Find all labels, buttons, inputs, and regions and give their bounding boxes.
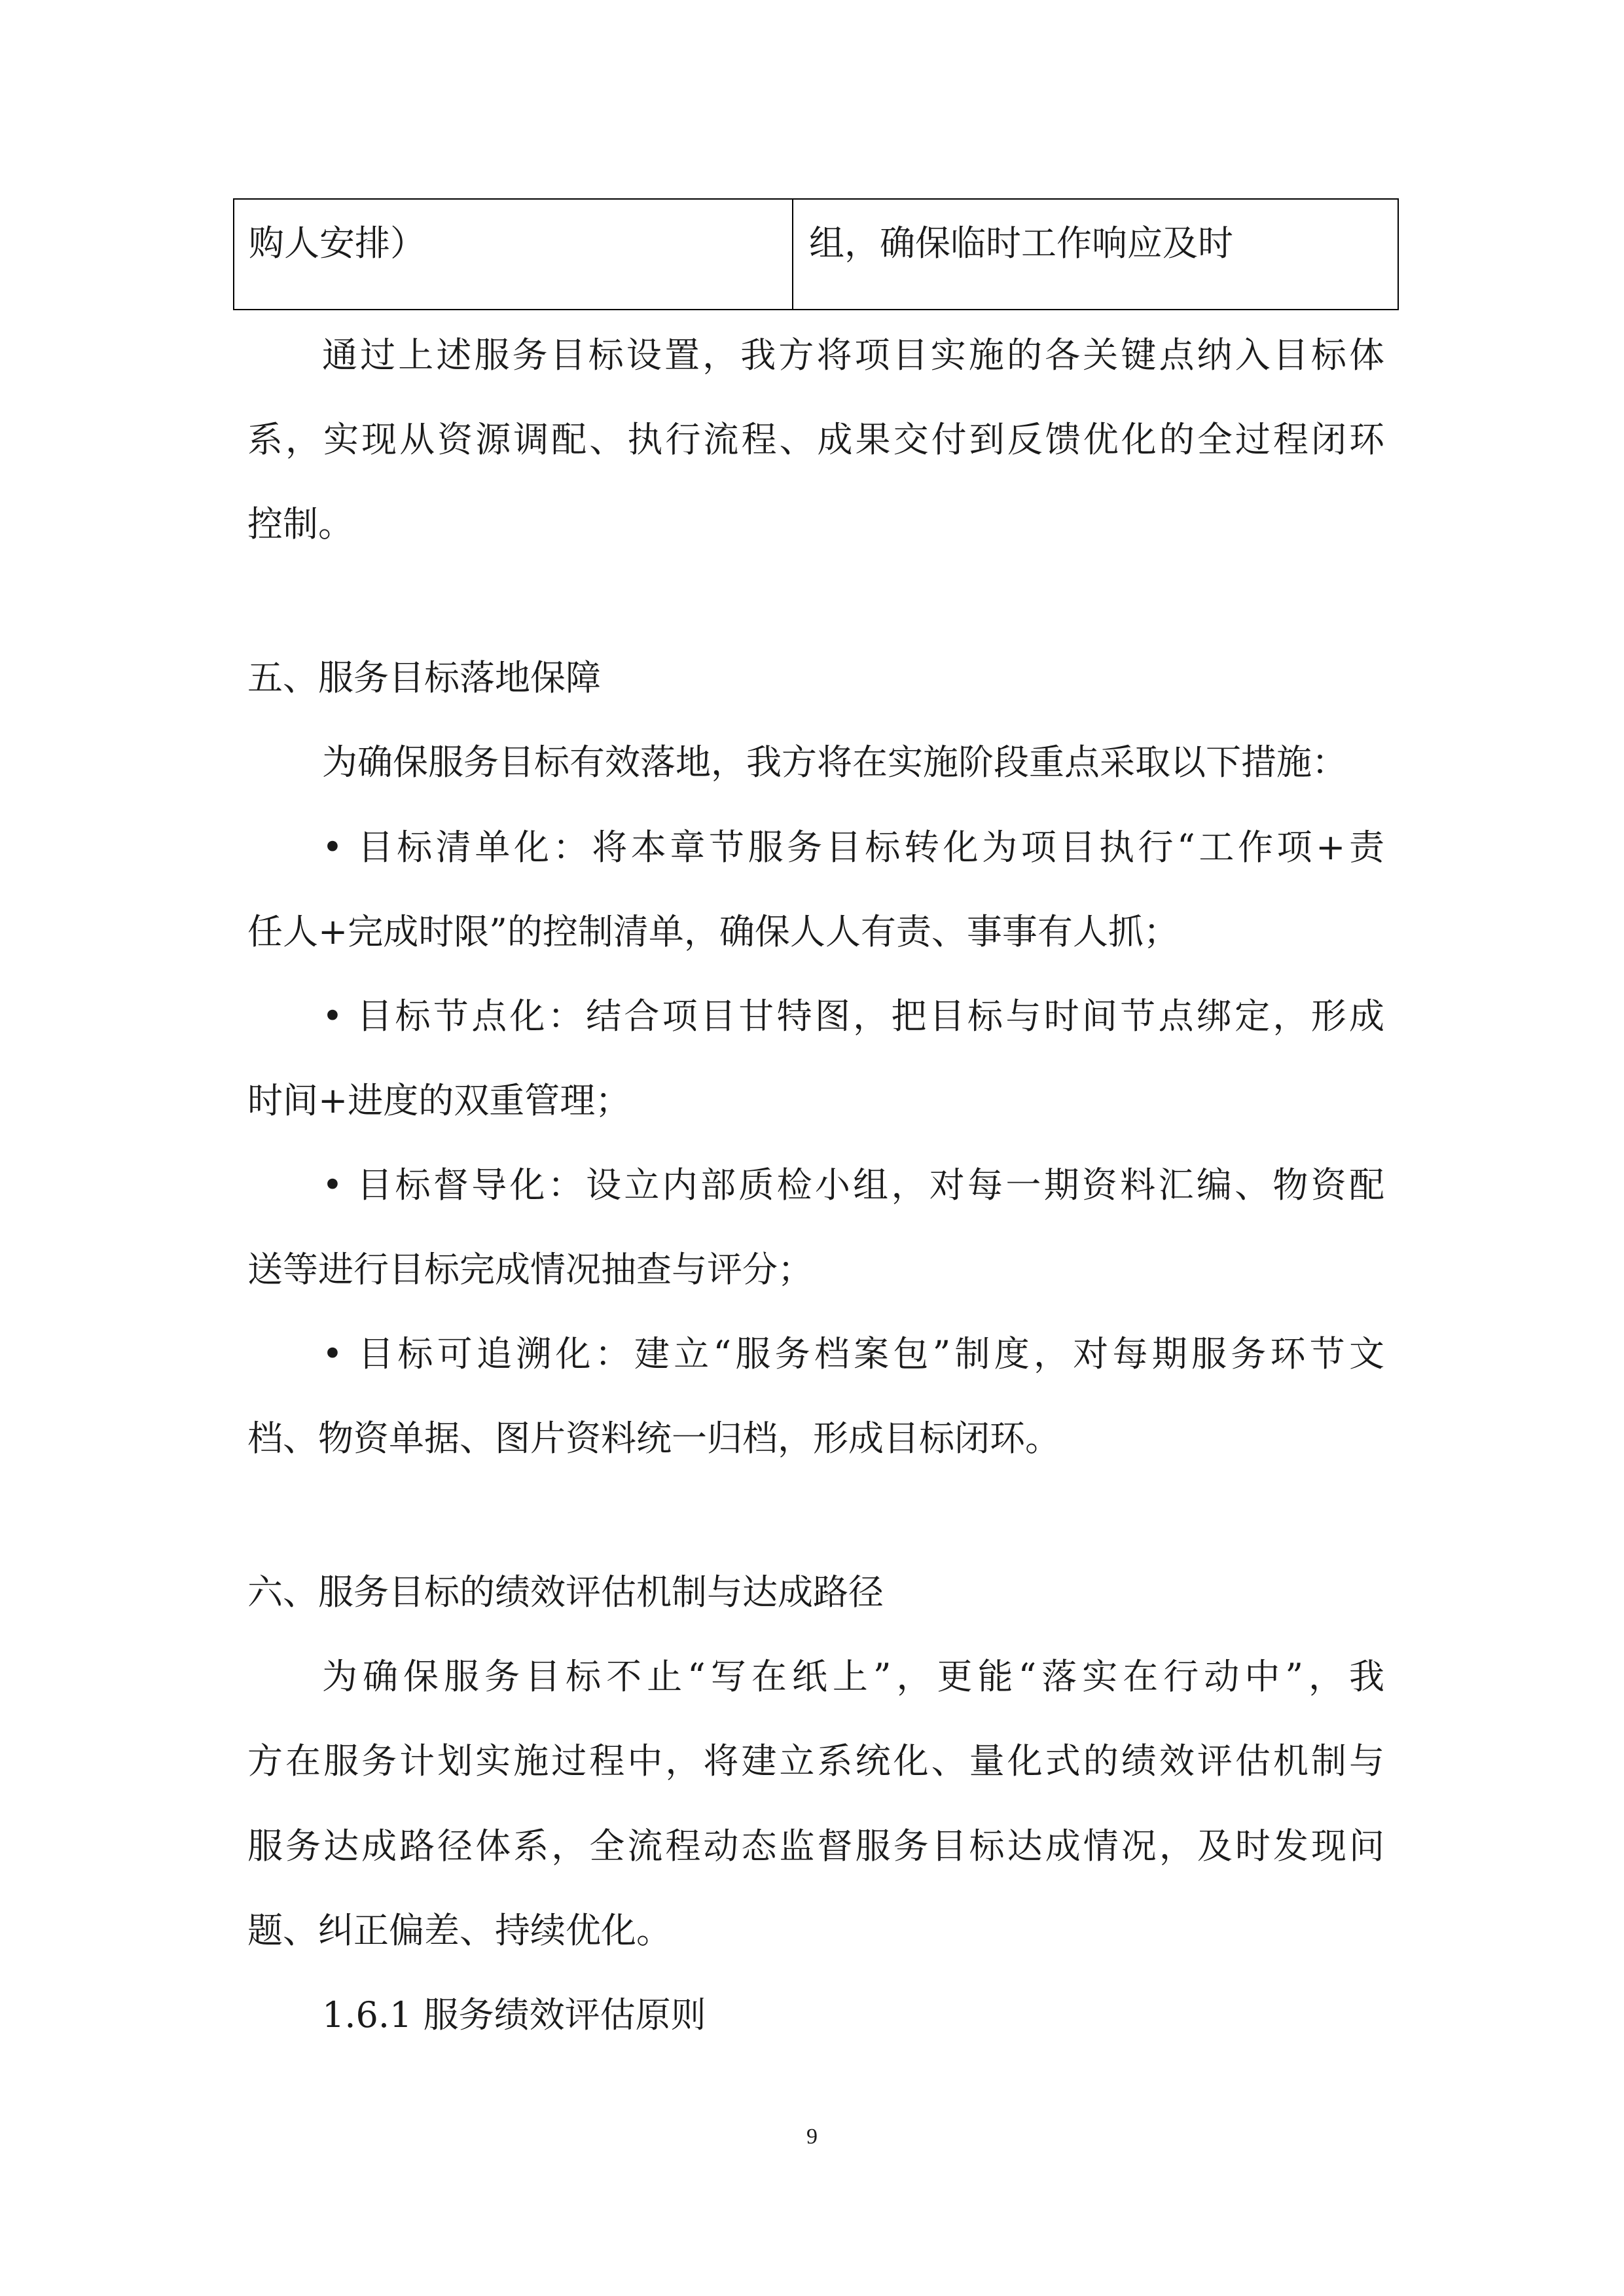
bullet-line: 任人+完成时限”的控制清单，确保人人有责、事事有人抓；	[247, 911, 1179, 952]
subsection-heading: 1.6.1 服务绩效评估原则	[322, 1994, 706, 2036]
bullet-line: • 目标节点化：结合项目甘特图，把目标与时间节点绑定，形成	[322, 996, 1384, 1037]
page-number: 9	[806, 2125, 818, 2149]
paragraph-line: 方在服务计划实施过程中，将建立系统化、量化式的绩效评估机制与	[247, 1740, 1384, 1782]
paragraph-line: 控制。	[247, 503, 353, 545]
paragraph-line: 通过上述服务目标设置，我方将项目实施的各关键点纳入目标体	[322, 334, 1384, 376]
paragraph-line: 服务达成路径体系，全流程动态监督服务目标达成情况，及时发现问	[247, 1825, 1384, 1867]
bullet-line: 时间+进度的双重管理；	[247, 1080, 631, 1121]
bullet-line: 送等进行目标完成情况抽查与评分；	[247, 1249, 813, 1290]
paragraph-line: 题、纠正偏差、持续优化。	[247, 1910, 672, 1951]
table-cell-left: 购人安排）	[234, 200, 793, 309]
bullet-line: • 目标督导化：设立内部质检小组，对每一期资料汇编、物资配	[322, 1164, 1384, 1206]
table-cell-right: 组，确保临时工作响应及时	[809, 223, 1233, 264]
paragraph-line: 为确保服务目标不止“写在纸上”，更能“落实在行动中”，我	[322, 1656, 1384, 1697]
bullet-line: • 目标清单化：将本章节服务目标转化为项目执行“工作项+责	[322, 827, 1384, 868]
table-continuation	[233, 198, 1399, 310]
section-heading: 五、服务目标落地保障	[247, 657, 601, 698]
paragraph-line: 为确保服务目标有效落地，我方将在实施阶段重点采取以下措施：	[322, 742, 1347, 783]
bullet-line: 档、物资单据、图片资料统一归档，形成目标闭环。	[247, 1418, 1060, 1459]
bullet-line: • 目标可追溯化：建立“服务档案包”制度，对每期服务环节文	[322, 1333, 1384, 1374]
paragraph-line: 系，实现从资源调配、执行流程、成果交付到反馈优化的全过程闭环	[247, 419, 1384, 460]
section-heading: 六、服务目标的绩效评估机制与达成路径	[247, 1571, 884, 1613]
